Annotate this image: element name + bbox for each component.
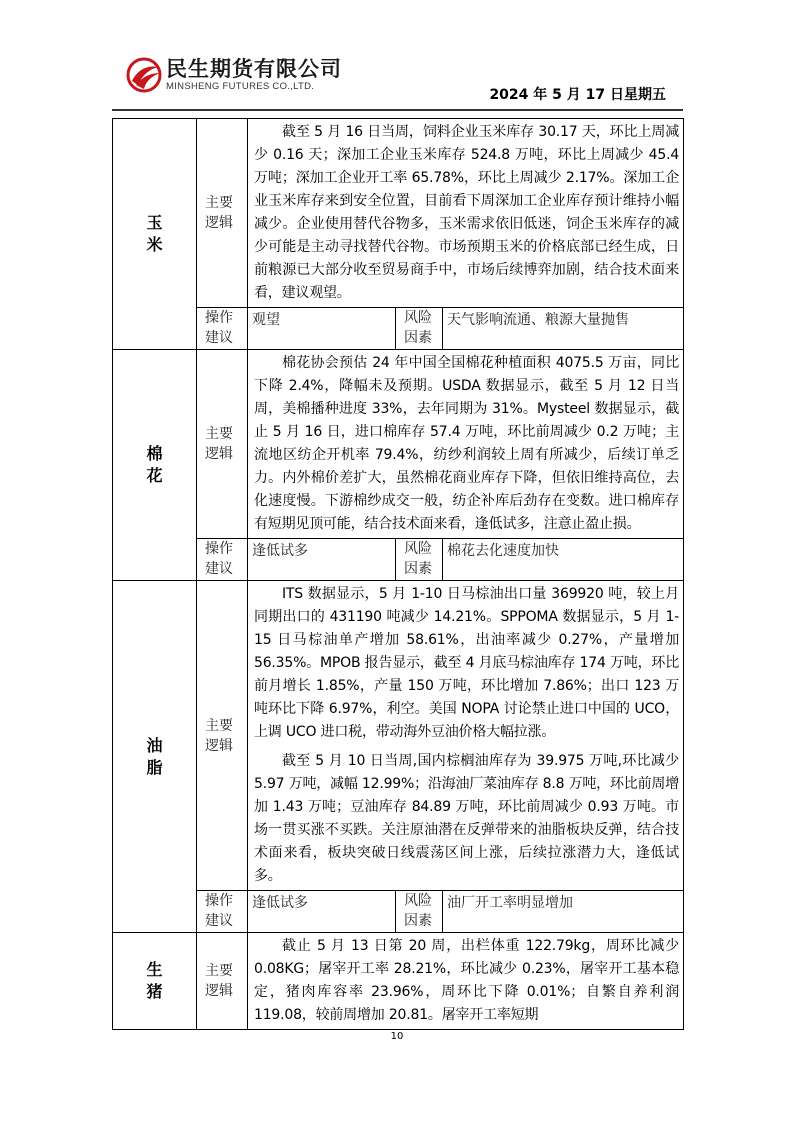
corn-op: 观望 <box>248 308 396 350</box>
category-oil: 油 脂 <box>113 581 197 933</box>
op-label: 操作 建议 <box>197 308 248 350</box>
paragraph: ITS 数据显示，5 月 1-10 日马棕油出口量 369920 吨，较上月同期出口的 431190 吨减少 14.21%。SPPOMA 数据显示，5 月 1-15 日马棕油单产增加 58.61%，出油率减少 0.27%，产量增加 56.35%。MPOB 报告显示，截至 4 月底马棕油库存 174 万吨，环比前月增长 1.85%，产量 150 万吨，环比增加 7.86%；出口 123 万吨环比下降 6.97%，利空。美国 NOPA 讨论禁止进口中国的 UCO，上调 UCO 进口税，带动海外豆油价格大幅拉涨。 <box>254 586 680 740</box>
op-label: 操作 建议 <box>197 891 248 933</box>
corn-logic <box>248 119 684 308</box>
category-cotton: 棉 花 <box>113 350 197 581</box>
logic-label: 主要 逻辑 <box>197 581 248 891</box>
logic-label: 主要 逻辑 <box>197 350 248 539</box>
category-corn: 玉 米 <box>113 119 197 350</box>
hog-logic <box>248 933 684 1030</box>
risk-label: 风险 因素 <box>396 308 443 350</box>
cotton-risk: 棉花去化速度加快 <box>443 539 684 581</box>
table-row-hog-logic <box>113 933 684 1030</box>
paragraph: 棉花协会预估 24 年中国全国棉花种植面积 4075.5 万亩，同比下降 2.4%，降幅未及预期。USDA 数据显示，截至 5 月 12 日当周，美棉播种进度 33%，去年同期为 31%。Mysteel 数据显示，截止 5 月 16 日，进口棉库存 57.4 万吨，环比前周减少 0.2 万吨；主流地区纺企开机率 79.4%，纺纱利润较上周有所减少，后续订单乏力。内外棉价差扩大，虽然棉花商业库存下降，但依旧维持高位，去化速度慢。下游棉纱成交一般，纺企补库后劲存在变数。进口棉库存有短期见顶可能，结合技术面来看，逢低试多，注意止盈止损。 <box>254 355 680 532</box>
commodity-table <box>112 118 684 1030</box>
oil-risk: 油厂开工率明显增加 <box>443 891 684 933</box>
table-row-corn-op <box>113 308 684 350</box>
corn-risk: 天气影响流通、粮源大量抛售 <box>443 308 684 350</box>
op-label: 操作 建议 <box>197 539 248 581</box>
cotton-logic <box>248 350 684 539</box>
table-row-oil-op <box>113 891 684 933</box>
paragraph: 截至 5 月 16 日当周，饲料企业玉米库存 30.17 天，环比上周减少 0.16 天；深加工企业玉米库存 524.8 万吨，环比上周减少 45.4 万吨；深加工企业开工率 65.78%，环比上周减少 2.17%。深加工企业玉米库存来到安全位置，目前看下周深加工企业库存预计维持小幅减少。企业使用替代谷物多，玉米需求依旧低迷，饲企玉米库存的减少可能是主动寻找替代谷物。市场预期玉米的价格底部已经生成，日前粮源已大部分收至贸易商手中，市场后续博弈加剧，结合技术面来看，建议观望。 <box>254 124 680 301</box>
minsheng-logo-icon <box>126 57 162 93</box>
company-logo <box>126 55 366 99</box>
table-row-cotton-logic <box>113 350 684 539</box>
cotton-op: 逢低试多 <box>248 539 396 581</box>
report-date: 2024 年 5 月 17 日星期五 <box>489 87 666 103</box>
risk-label: 风险 因素 <box>396 539 443 581</box>
header-divider <box>112 109 683 111</box>
logic-label: 主要 逻辑 <box>197 119 248 308</box>
logic-label: 主要 逻辑 <box>197 933 248 1030</box>
paragraph: 截止 5 月 13 日第 20 周，出栏体重 122.79kg，周环比减少 0.08KG；屠宰开工率 28.21%，环比减少 0.23%，屠宰开工基本稳定，猪肉库容率 23.96%，周环比下降 0.01%；自繁自养利润 119.08，较前周增加 20.81。屠宰开工率短期 <box>254 938 680 1023</box>
oil-logic <box>248 581 684 891</box>
company-name-en: MINSHENG FUTURES CO.,LTD. <box>166 81 315 92</box>
table-row-corn-logic <box>113 119 684 308</box>
paragraph: 截至 5 月 10 日当周,国内棕榈油库存为 39.975 万吨,环比减少 5.97 万吨，减幅 12.99%；沿海油厂菜油库存 8.8 万吨，环比前周增加 1.43 万吨；豆油库存 84.89 万吨，环比前周减少 0.93 万吨。市场一贯买涨不买跌。关注原油潜在反弹带来的油脂板块反弹，结合技术面来看，板块突破日线震荡区间上涨，后续拉涨潜力大，逢低试多。 <box>254 753 680 884</box>
page-number: 10 <box>390 1031 404 1042</box>
table-row-oil-logic <box>113 581 684 891</box>
category-hog: 生 猪 <box>113 933 197 1030</box>
table-row-cotton-op <box>113 539 684 581</box>
oil-op: 逢低试多 <box>248 891 396 933</box>
company-name-cn: 民生期货有限公司 <box>166 57 342 81</box>
risk-label: 风险 因素 <box>396 891 443 933</box>
